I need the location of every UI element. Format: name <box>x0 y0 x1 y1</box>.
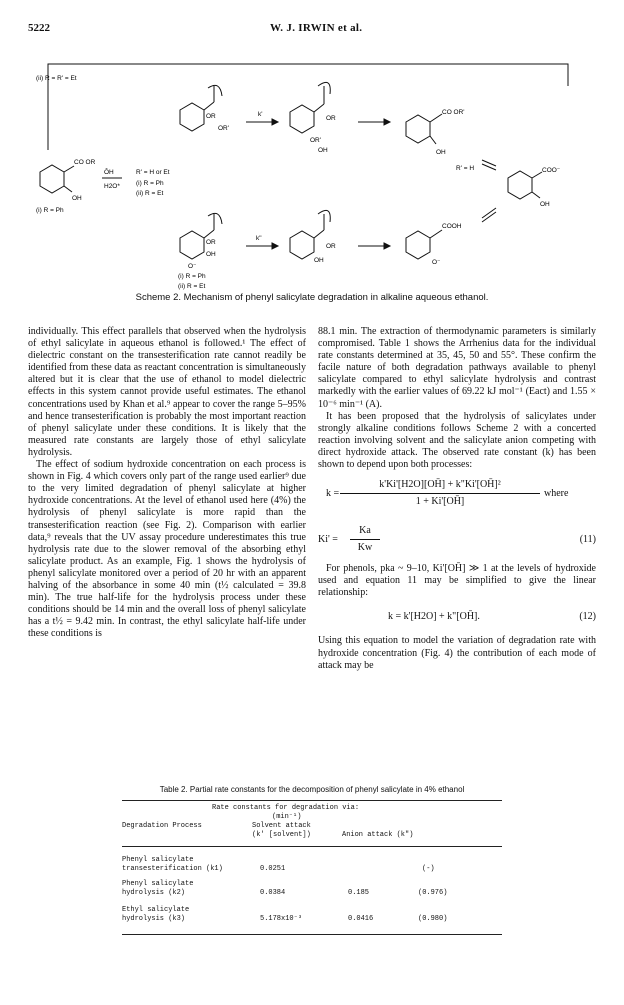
label-coo-minus: COO⁻ <box>542 167 561 174</box>
benzene-ring-top-2 <box>290 105 314 133</box>
equation-number: (12) <box>579 611 596 623</box>
label-co-or: CO OR <box>74 159 96 166</box>
label-r-prime-h: R' = H <box>456 165 475 172</box>
benzene-ring-top-1 <box>180 103 204 131</box>
label-oh-bottom-int: OH <box>314 257 324 264</box>
label-co-or-prime: CO OR' <box>442 109 465 116</box>
paragraph: individually. This effect parallels that observed when the hydrolysis of ethyl salicylate in aqueous ethanol is followed.¹ The effect of dielectric constant on the transesterification rate cannot readily be identified from these data as reactant concentration is simultaneously altered but it is clear that the use of ethanol to model dielectric effects in this system cannot provide useful estimates. The ethanol concentrations used by Khan et al.⁹ appear to cover the range 5–95% and hence transesterification is probably the most important reaction of phenyl salicylate under these conditions. It is likely that the measured rate constants are largely those of ethyl salicylate hydrolysis. <box>28 326 306 458</box>
rate-constants-table <box>122 800 502 970</box>
label-hydroxide: ŌH <box>104 169 114 176</box>
table-cell-anion: 0.185 <box>348 889 370 897</box>
benzene-ring-product <box>508 171 532 199</box>
table-cell-process: Phenyl salicylate <box>122 880 194 888</box>
label-or-prime-int: OR' <box>310 137 321 144</box>
table-cell-process: hydrolysis (k2) <box>122 889 186 897</box>
label-or-prime-top: OR' <box>218 125 229 132</box>
scheme-caption: Scheme 2. Mechanism of phenyl salicylate degradation in alkaline aqueous ethanol. <box>135 292 489 303</box>
table-caption: Table 2. Partial rate constants for the decomposition of phenyl salicylate in 4% ethanol <box>159 785 465 794</box>
curved-arrow <box>208 85 222 96</box>
table-cell-solvent: 0.0251 <box>260 865 286 873</box>
label-case-i-bottom: (i) R = Ph <box>178 273 206 280</box>
table-col-solvent-units: (k' [solvent]) <box>252 831 311 839</box>
scheme-label-left-case: (i) R = Ph <box>36 207 64 214</box>
table-cell-correlation: (0.976) <box>418 889 448 897</box>
table-col-anion: Anion attack (k") <box>342 831 414 839</box>
table-cell-process: Phenyl salicylate <box>122 856 194 864</box>
label-o-minus-bottom: O⁻ <box>188 263 197 270</box>
benzene-ring-bottom-3 <box>406 231 430 259</box>
paragraph: 88.1 min. The extraction of thermodynamic parameters is similarly compromised. Table 1 shows the Arrhenius data for the individual rate constants determined at 35, 45, 50 and 55°. These confirm the facile nature of both degradation pathways available to phenyl salicylate compared to ethyl salicylate hydrolysis and contrast markedly with the earlier values of 69.22 kJ mol⁻¹ (Eact) and 1.55 × 10⁻⁶ min⁻¹ (A). <box>318 326 596 410</box>
label-oh-bottom: OH <box>206 251 216 258</box>
label-water: H2O* <box>104 183 120 190</box>
equation-number: (11) <box>579 534 596 546</box>
label-o-minus-product: O⁻ <box>432 259 441 266</box>
page-number: 5222 <box>28 22 50 34</box>
equation-rate-constant <box>318 477 596 517</box>
benzene-ring-start <box>40 165 64 193</box>
paragraph: The effect of sodium hydroxide concentration on each process is shown in Fig. 4 which covers only part of the range used earlier⁹ due to the very limited degradation of phenyl salicylate at higher hydroxide concentrations. At the level of ethanol used here (4%) the hydrolysis of phenyl salicylate is more rapid than the transesterification reaction (see Fig. 2). Comparison with earlier data,⁹ reveals that the UV assay procedure underestimates this true hydrolysis rate due to the slower removal of the absorbing ethyl salicylate product. As an example, Fig. 1 shows the hydrolysis of phenyl salicylate monitored over a period of 20 hr with an apparent halving of the absorbance in some 40 min (t½ calculated = 39.8 min). The true half-life for the hydrolysis process under these conditions should be 14 min and the overall loss of phenyl salicylate has a t½ = 9.42 min. In contrast, the ethyl salicylate half-life under these conditions is <box>28 459 306 640</box>
table-group-header: Rate constants for degradation via: <box>212 804 360 812</box>
equation-numerator: k'Ki'[H2O][OH̄] + k"Ki'[OH̄]² <box>340 479 540 494</box>
right-column <box>318 326 596 672</box>
equation-denominator: Kw <box>357 542 373 554</box>
table-cell-solvent: 5.178x10⁻³ <box>260 915 303 923</box>
benzene-ring-bottom-2 <box>290 231 314 259</box>
equation-denominator: 1 + Ki'[OH̄] <box>415 496 465 508</box>
label-or-top: OR <box>206 113 216 120</box>
paragraph: For phenols, pka ~ 9–10, Ki'[OH̄] ≫ 1 at the levels of hydroxide used and equation 11 may be simplified to give the linear relationship: <box>318 563 596 599</box>
reaction-scheme <box>28 42 598 302</box>
table-units: (min⁻¹) <box>272 813 302 821</box>
label-case-i: (i) R = Ph <box>136 180 164 187</box>
table-col-process: Degradation Process <box>122 822 202 830</box>
label-or-bottom-int: OR <box>326 243 336 250</box>
label-case-ii: (ii) R = Et <box>136 190 164 197</box>
equation-where: where <box>544 488 569 500</box>
table-cell-process: hydrolysis (k3) <box>122 915 186 923</box>
label-or-bottom: OR <box>206 239 216 246</box>
equation-lhs: k = <box>326 488 340 500</box>
table-cell-process: transesterification (k1) <box>122 865 223 873</box>
table-cell-correlation: (-) <box>422 865 435 873</box>
label-r-prime-options: R' = H or Et <box>136 169 170 176</box>
equation-numerator: Ka <box>350 525 380 540</box>
label-or-int: OR <box>326 115 336 122</box>
label-oh-product: OH <box>540 201 550 208</box>
equation-lhs: Ki' = <box>318 534 338 546</box>
running-header-authors: W. J. IRWIN et al. <box>270 22 363 34</box>
equation-linear: k = k'[H2O] + k"[OH̄]. <box>388 611 480 623</box>
table-cell-anion: 0.0416 <box>348 915 374 923</box>
label-k-prime: k' <box>258 111 263 118</box>
table-col-solvent: Solvent attack <box>252 822 311 830</box>
paragraph: It has been proposed that the hydrolysis of salicylates under strongly alkaline conditions follows Scheme 2 with a concerted reaction involving solvent and the salicylate anion competing with direct hydroxide attack. The observed rate constant (k) has been shown to depend upon both processes: <box>318 410 596 471</box>
table-cell-process: Ethyl salicylate <box>122 906 190 914</box>
equation-11 <box>318 523 596 557</box>
label-oh-int: OH <box>318 147 328 154</box>
table-cell-correlation: (0.980) <box>418 915 448 923</box>
table-cell-solvent: 0.0384 <box>260 889 286 897</box>
left-column <box>28 326 306 640</box>
label-case-ii-bottom: (ii) R = Et <box>178 283 206 290</box>
label-cooh: COOH <box>442 223 462 230</box>
label-oh-prod-top: OH <box>436 149 446 156</box>
scheme-bracket-line <box>48 64 568 150</box>
equation-12 <box>318 605 596 629</box>
benzene-ring-top-3 <box>406 115 430 143</box>
benzene-ring-bottom-1 <box>180 231 204 259</box>
scheme-label-top-case: (ii) R = R' = Et <box>36 75 77 82</box>
label-oh-start: OH <box>72 195 82 202</box>
paragraph: Using this equation to model the variation of degradation rate with hydroxide concentration (Fig. 4) the contribution of each mode of attack may be <box>318 635 596 671</box>
label-k-double-prime: k" <box>256 235 262 242</box>
